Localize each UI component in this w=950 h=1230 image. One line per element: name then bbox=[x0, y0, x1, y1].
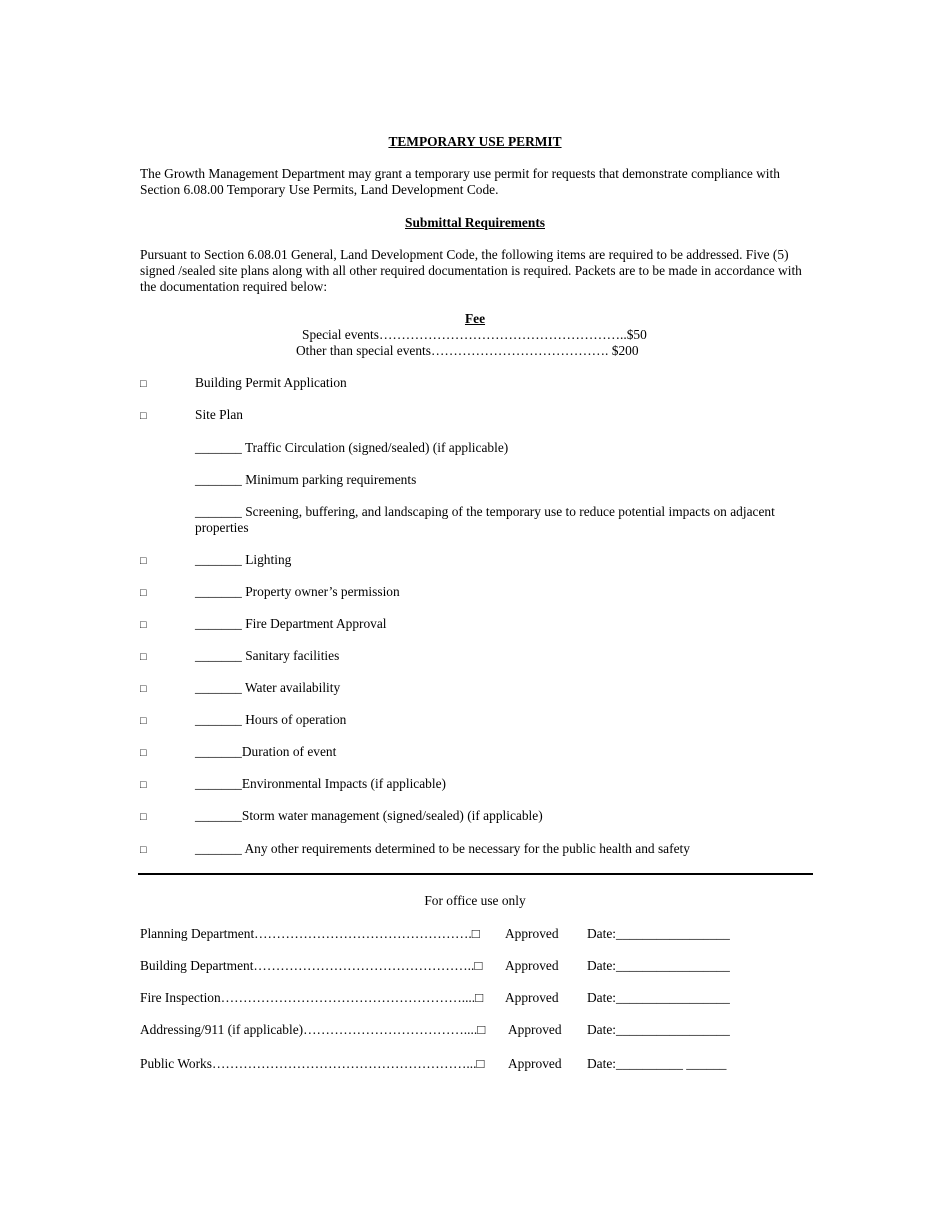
item-lighting: _______ Lighting bbox=[195, 552, 292, 567]
office-planning-dept: Planning Department………………………………………….□ bbox=[140, 926, 480, 941]
office-building-dept: Building Department…………………………………………..□ bbox=[140, 958, 483, 973]
office-planning-approved[interactable]: Approved bbox=[505, 926, 559, 941]
office-fire-date[interactable]: Date:_________________ bbox=[587, 990, 730, 1005]
checkbox-hours[interactable]: □ bbox=[140, 715, 147, 727]
office-building-approved[interactable]: Approved bbox=[505, 958, 559, 973]
item-water: _______ Water availability bbox=[195, 680, 341, 695]
office-public-works-date[interactable]: Date:__________ ______ bbox=[587, 1056, 727, 1071]
item-traffic-circulation: _______ Traffic Circulation (signed/sealed) (if applicable) bbox=[195, 440, 509, 455]
office-fire-approved[interactable]: Approved bbox=[505, 990, 559, 1005]
checkbox-lighting[interactable]: □ bbox=[140, 555, 147, 567]
item-fire-approval: _______ Fire Department Approval bbox=[195, 616, 387, 631]
checkbox-storm-water[interactable]: □ bbox=[140, 811, 147, 823]
checkbox-water[interactable]: □ bbox=[140, 683, 147, 695]
office-building-date[interactable]: Date:_________________ bbox=[587, 958, 730, 973]
item-parking: _______ Minimum parking requirements bbox=[195, 472, 417, 487]
office-use-heading: For office use only bbox=[424, 893, 526, 908]
item-other-requirements: _______ Any other requirements determined to be necessary for the public health and safety bbox=[195, 841, 690, 856]
checkbox-fire-approval[interactable]: □ bbox=[140, 619, 147, 631]
checkbox-site-plan[interactable]: □ bbox=[140, 410, 147, 422]
office-fire-inspection: Fire Inspection………………………………………………....□ bbox=[140, 990, 484, 1005]
checkbox-owner-permission[interactable]: □ bbox=[140, 587, 147, 599]
item-owner-permission: _______ Property owner’s permission bbox=[195, 584, 400, 599]
checkbox-duration[interactable]: □ bbox=[140, 747, 147, 759]
section-divider bbox=[138, 873, 813, 875]
office-planning-date[interactable]: Date:_________________ bbox=[587, 926, 730, 941]
fee-special-events: Special events………………………………………………..$50 bbox=[302, 327, 647, 342]
item-site-plan: Site Plan bbox=[195, 407, 243, 422]
item-duration: _______Duration of event bbox=[195, 744, 337, 759]
item-environmental: _______Environmental Impacts (if applicable) bbox=[195, 776, 446, 791]
item-hours: _______ Hours of operation bbox=[195, 712, 347, 727]
item-storm-water: _______Storm water management (signed/sealed) (if applicable) bbox=[195, 808, 543, 823]
submittal-paragraph: Pursuant to Section 6.08.01 General, Land Development Code, the following items are required to be addressed. Five (5) signed /sealed site plans along with all other required documentation is required. Packets are to be made in accordance with the documentation required below: bbox=[140, 247, 802, 294]
fee-other-events: Other than special events…………………………………. $200 bbox=[296, 343, 639, 358]
submittal-heading: Submittal Requirements bbox=[405, 215, 545, 230]
office-addressing-approved[interactable]: Approved bbox=[508, 1022, 562, 1037]
document-title: TEMPORARY USE PERMIT bbox=[388, 134, 562, 149]
checkbox-sanitary[interactable]: □ bbox=[140, 651, 147, 663]
fee-heading: Fee bbox=[464, 311, 486, 326]
checkbox-building-permit[interactable]: □ bbox=[140, 378, 147, 390]
office-public-works-approved[interactable]: Approved bbox=[508, 1056, 562, 1071]
office-public-works: Public Works…………………………………………………...□ bbox=[140, 1056, 485, 1071]
checkbox-environmental[interactable]: □ bbox=[140, 779, 147, 791]
office-addressing-date[interactable]: Date:_________________ bbox=[587, 1022, 730, 1037]
office-addressing: Addressing/911 (if applicable)………………………………....□ bbox=[140, 1022, 486, 1037]
item-sanitary: _______ Sanitary facilities bbox=[195, 648, 340, 663]
item-building-permit: Building Permit Application bbox=[195, 375, 347, 390]
intro-paragraph: The Growth Management Department may grant a temporary use permit for requests that demonstrate compliance with Section 6.08.00 Temporary Use Permits, Land Development Code. bbox=[140, 166, 780, 197]
item-screening: _______ Screening, buffering, and landscaping of the temporary use to reduce potential impacts on adjacent properties bbox=[195, 504, 775, 535]
checkbox-other-requirements[interactable]: □ bbox=[140, 844, 147, 856]
